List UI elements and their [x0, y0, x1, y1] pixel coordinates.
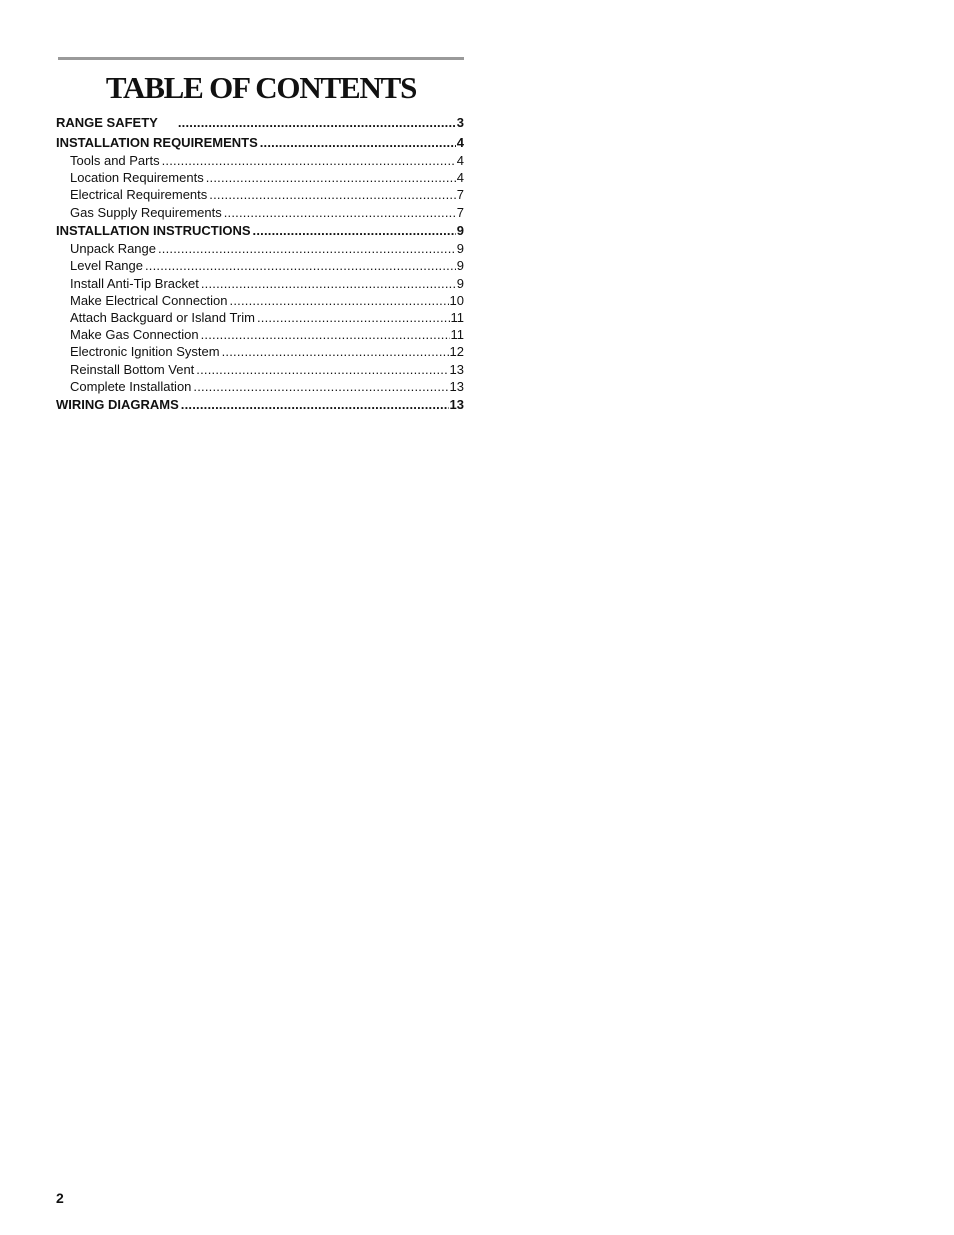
toc-dot-leader	[257, 309, 450, 326]
toc-dot-leader	[201, 326, 450, 343]
toc-dot-leader	[178, 113, 456, 133]
toc-subentry	[56, 361, 464, 378]
toc-entry-label: Install Anti-Tip Bracket	[70, 275, 199, 291]
toc-dot-leader	[253, 221, 456, 241]
toc-entry-label: INSTALLATION INSTRUCTIONS	[56, 222, 251, 238]
toc-dot-leader	[162, 152, 456, 169]
toc-subentry	[56, 343, 464, 360]
toc-entry-label: INSTALLATION REQUIREMENTS	[56, 134, 258, 150]
toc-entry-label: Complete Installation	[70, 378, 192, 394]
toc-entry-page: 7	[456, 187, 464, 203]
toc-subentry	[56, 204, 464, 221]
toc-dot-leader	[260, 133, 456, 153]
toc-dot-leader	[196, 361, 448, 378]
toc-entry-page: 11	[450, 310, 464, 325]
toc-entry-page: 13	[449, 361, 464, 377]
toc-subentry	[56, 152, 464, 169]
toc-entry-page: 9	[456, 222, 464, 238]
table-of-contents	[56, 113, 464, 414]
toc-subentry	[56, 309, 464, 326]
toc-entry-page: 10	[449, 292, 464, 308]
toc-entry-label: Make Electrical Connection	[70, 292, 228, 308]
toc-section-entry	[56, 113, 464, 133]
toc-dot-leader	[158, 240, 456, 257]
toc-subentry	[56, 169, 464, 186]
toc-subentry	[56, 240, 464, 257]
toc-entry-label: Make Gas Connection	[70, 327, 199, 343]
toc-dot-leader	[193, 378, 448, 395]
toc-dot-leader	[209, 186, 455, 203]
toc-section-entry	[56, 395, 464, 415]
page-title: TABLE OF CONTENTS	[105, 70, 417, 105]
toc-entry-page: 12	[449, 344, 464, 360]
toc-entry-page: 4	[456, 170, 464, 186]
toc-dot-leader	[206, 169, 456, 186]
toc-entry-page: 4	[456, 134, 464, 150]
toc-entry-label: RANGE SAFETY	[56, 115, 158, 130]
toc-entry-label: Unpack Range	[70, 241, 156, 257]
toc-dot-leader	[181, 395, 449, 415]
toc-dot-leader	[230, 292, 449, 309]
toc-entry-page: 3	[456, 115, 464, 130]
toc-subentry	[56, 257, 464, 274]
toc-dot-leader	[222, 343, 449, 360]
toc-dot-leader	[145, 257, 456, 274]
toc-entry-label: WIRING DIAGRAMS	[56, 396, 179, 412]
toc-subentry	[56, 326, 464, 343]
toc-section-entry	[56, 221, 464, 241]
toc-entry-page: 9	[456, 275, 464, 291]
toc-entry-label: Level Range	[70, 258, 143, 274]
toc-entry-label: Location Requirements	[70, 170, 204, 186]
toc-entry-label: Electrical Requirements	[70, 187, 208, 203]
toc-entry-page: 7	[456, 204, 464, 220]
toc-section-entry	[56, 133, 464, 153]
toc-entry-label: Electronic Ignition System	[70, 344, 220, 360]
toc-entry-label: Attach Backguard or Island Trim	[70, 310, 255, 325]
toc-entry-page: 11	[450, 327, 464, 343]
page-number: 2	[56, 1190, 64, 1206]
toc-entry-page: 4	[456, 153, 464, 168]
toc-entry-label: Reinstall Bottom Vent	[70, 361, 195, 377]
toc-subentry	[56, 292, 464, 309]
toc-entry-page: 13	[449, 378, 464, 394]
toc-dot-leader	[201, 275, 456, 292]
toc-entry-page: 13	[449, 396, 464, 412]
toc-entry-page: 9	[456, 241, 464, 257]
toc-entry-label: Gas Supply Requirements	[70, 204, 222, 220]
toc-dot-leader	[224, 204, 456, 221]
toc-subentry	[56, 186, 464, 203]
title-rule	[58, 57, 464, 60]
toc-entry-page: 9	[456, 258, 464, 274]
toc-entry-label: Tools and Parts	[70, 153, 160, 168]
toc-subentry	[56, 275, 464, 292]
toc-subentry	[56, 378, 464, 395]
